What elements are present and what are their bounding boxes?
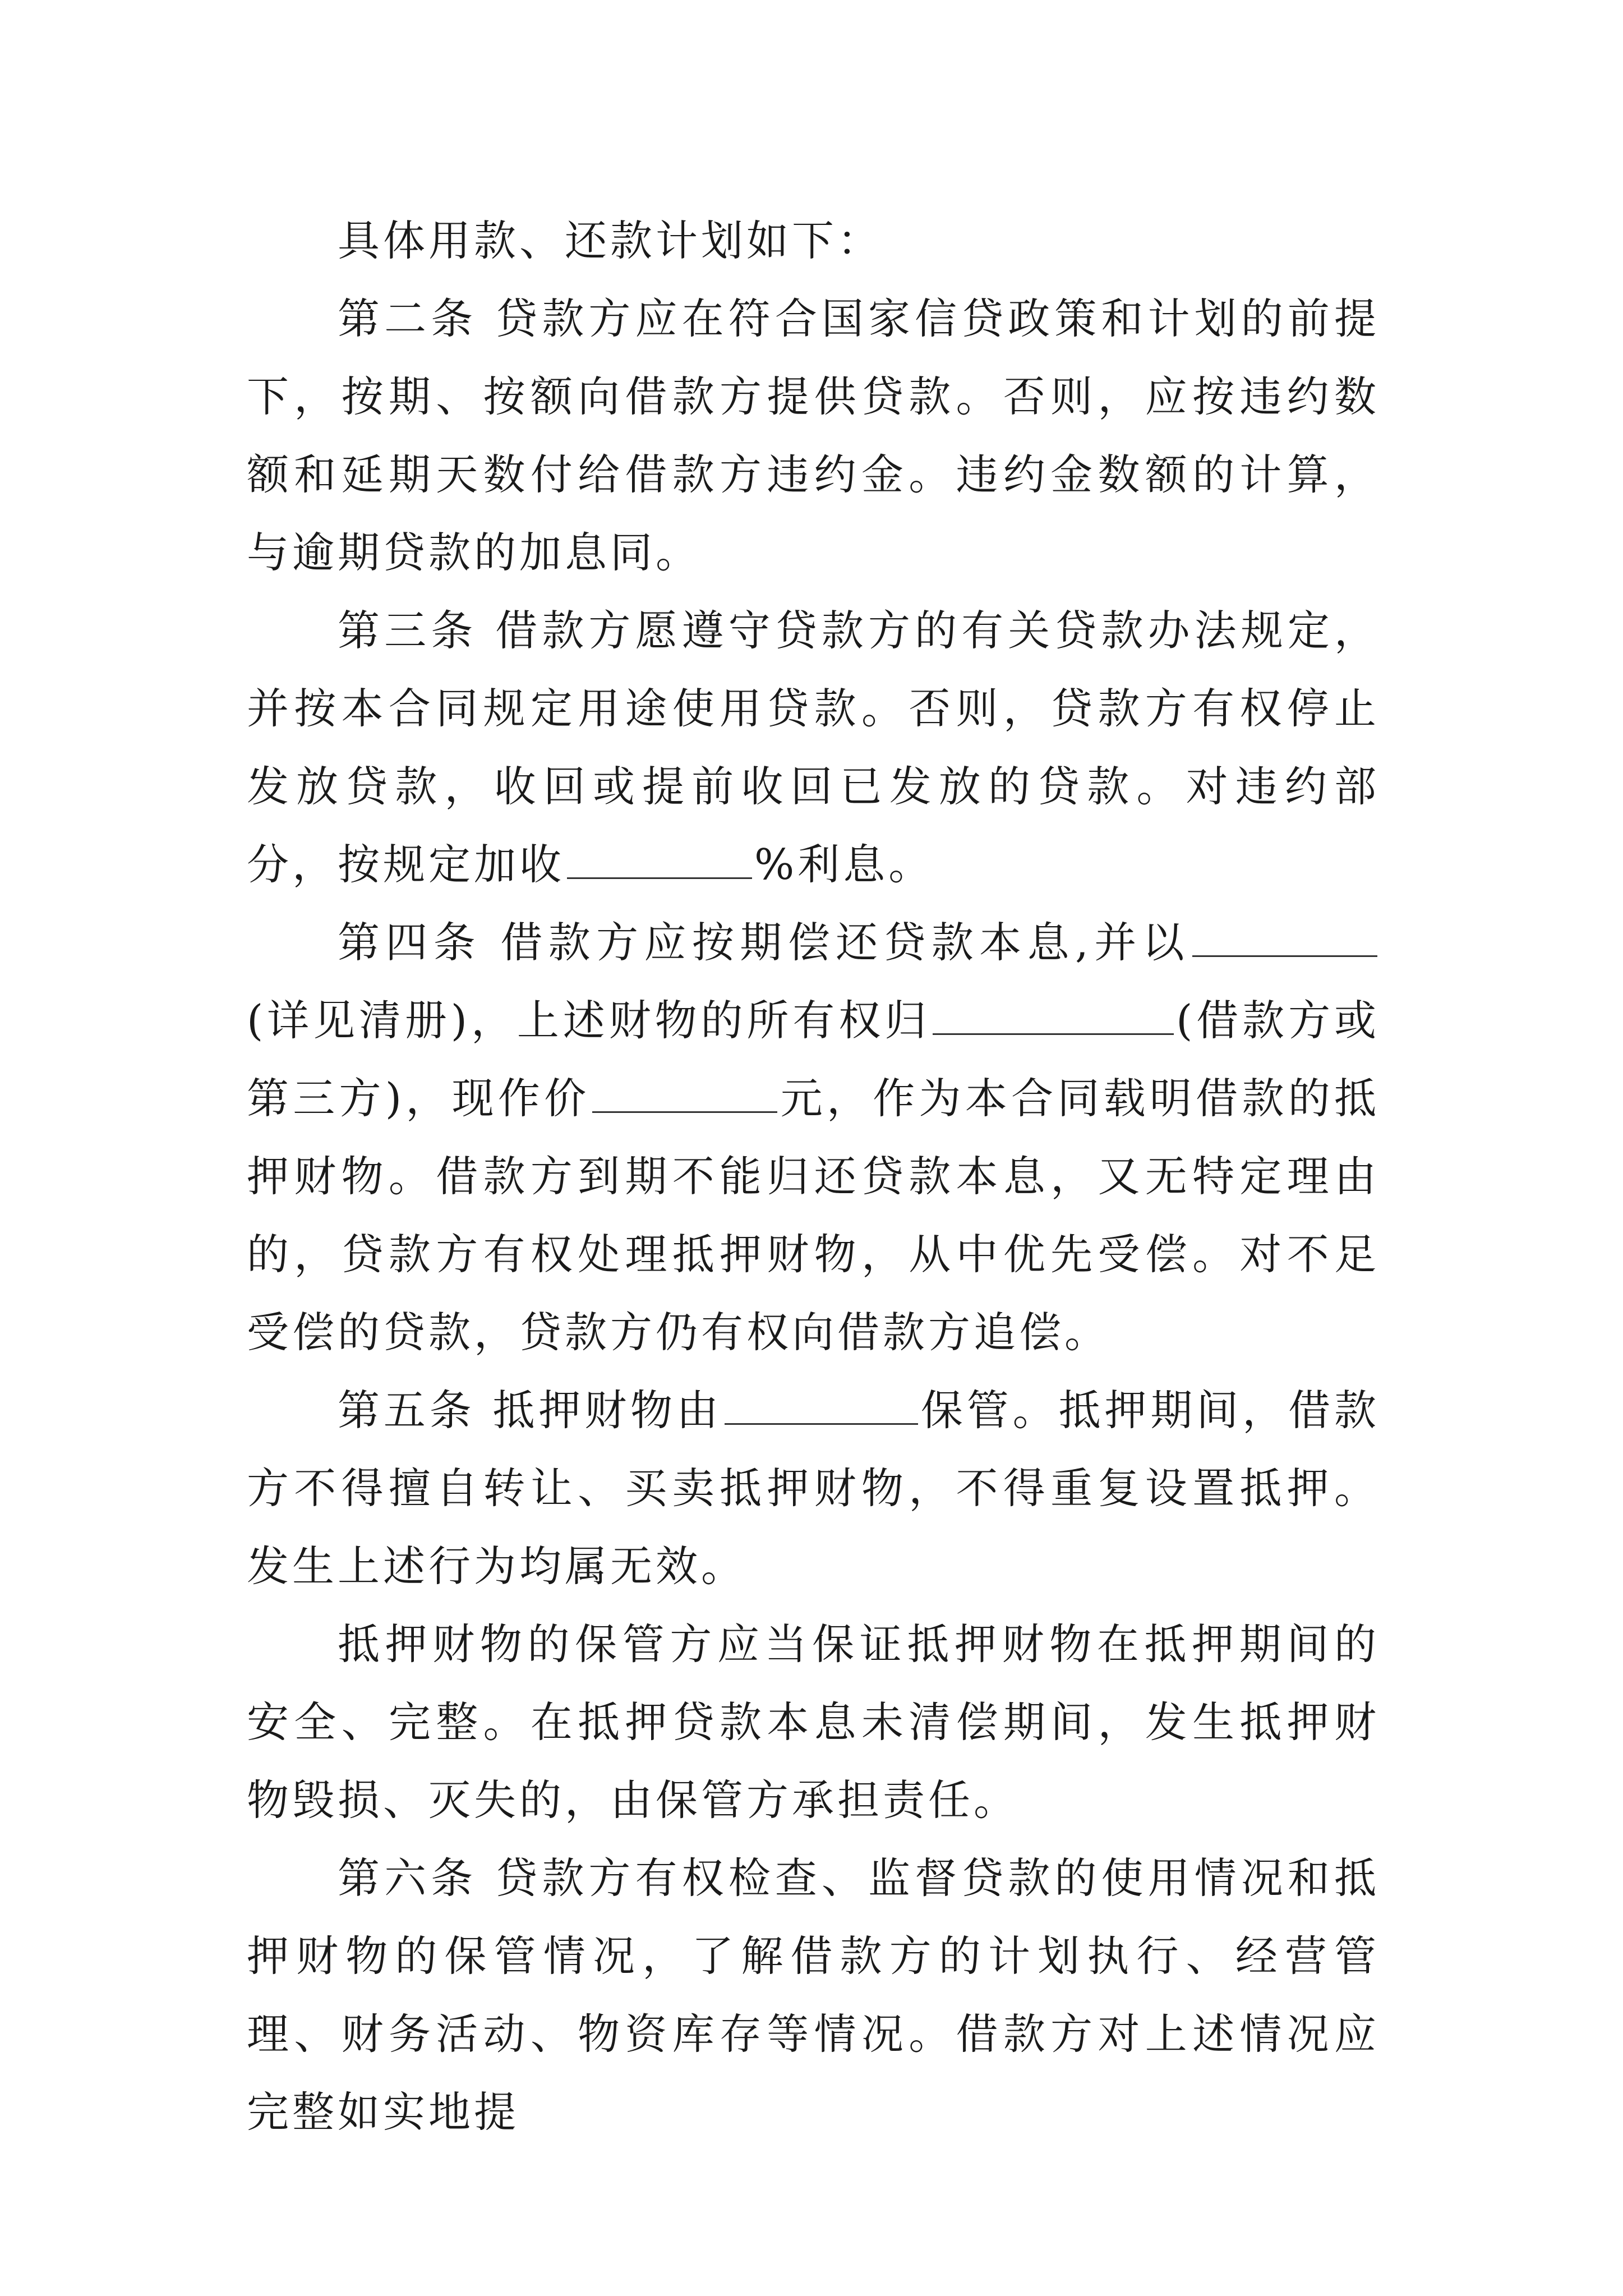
- paragraph-text: 具体用款、还款计划如下：: [338, 216, 883, 265]
- paragraph-text: 第三条 借款方愿遵守贷款方的有关贷款办法规定，并按本合同规定用途使用贷款。否则，贷款方有权停止发放贷款，收回或提前收回已发放的贷款。对违约部分，按规定加收: [247, 606, 1380, 889]
- paragraph-custody: [247, 1605, 1380, 1839]
- paragraph-article-3: [247, 592, 1380, 904]
- paragraph-text: 保管。抵押期间，借款方不得擅自转让、买卖抵押财物，不得重复设置抵押。发生上述行为均属无效。: [247, 1386, 1380, 1591]
- blank-interest-rate: [567, 832, 752, 879]
- paragraph-text: 第四条 借款方应按期偿还贷款本息,并以: [338, 918, 1190, 967]
- paragraph-text: 第五条 抵押财物由: [338, 1386, 722, 1435]
- blank-collateral: [1192, 910, 1377, 957]
- blank-valuation: [592, 1066, 777, 1113]
- paragraph-article-4: [247, 904, 1380, 1372]
- paragraph-text: (详见清册)，上述财物的所有权归: [247, 996, 931, 1045]
- paragraph-plan: [247, 202, 1380, 280]
- paragraph-text: 第二条 贷款方应在符合国家信贷政策和计划的前提下，按期、按额向借款方提供贷款。否则，应按违约数额和延期天数付给借款方违约金。违约金数额的计算，与逾期贷款的加息同。: [247, 294, 1380, 577]
- paragraph-text: (借款方或第三方)，现作价: [247, 996, 1380, 1123]
- paragraph-article-6: [247, 1839, 1380, 2151]
- paragraph-article-2: [247, 280, 1380, 592]
- paragraph-text: 元，作为本合同载明借款的抵押财物。借款方到期不能归还贷款本息，又无特定理由的，贷款方有权处理抵押财物，从中优先受偿。对不足受偿的贷款，贷款方仍有权向借款方追偿。: [247, 1074, 1380, 1357]
- document-body: [247, 202, 1380, 2151]
- paragraph-text: 抵押财物的保管方应当保证抵押财物在抵押期间的安全、完整。在抵押贷款本息未清偿期间，发生抵押财物毁损、灭失的，由保管方承担责任。: [247, 1619, 1380, 1825]
- paragraph-text: 第六条 贷款方有权检查、监督贷款的使用情况和抵押财物的保管情况，了解借款方的计划执行、经营管理、财务活动、物资库存等情况。借款方对上述情况应完整如实地提: [247, 1853, 1380, 2137]
- paragraph-text: %利息。: [754, 840, 934, 889]
- blank-owner: [933, 988, 1174, 1035]
- paragraph-article-5: [247, 1372, 1380, 1605]
- blank-custodian: [725, 1378, 918, 1425]
